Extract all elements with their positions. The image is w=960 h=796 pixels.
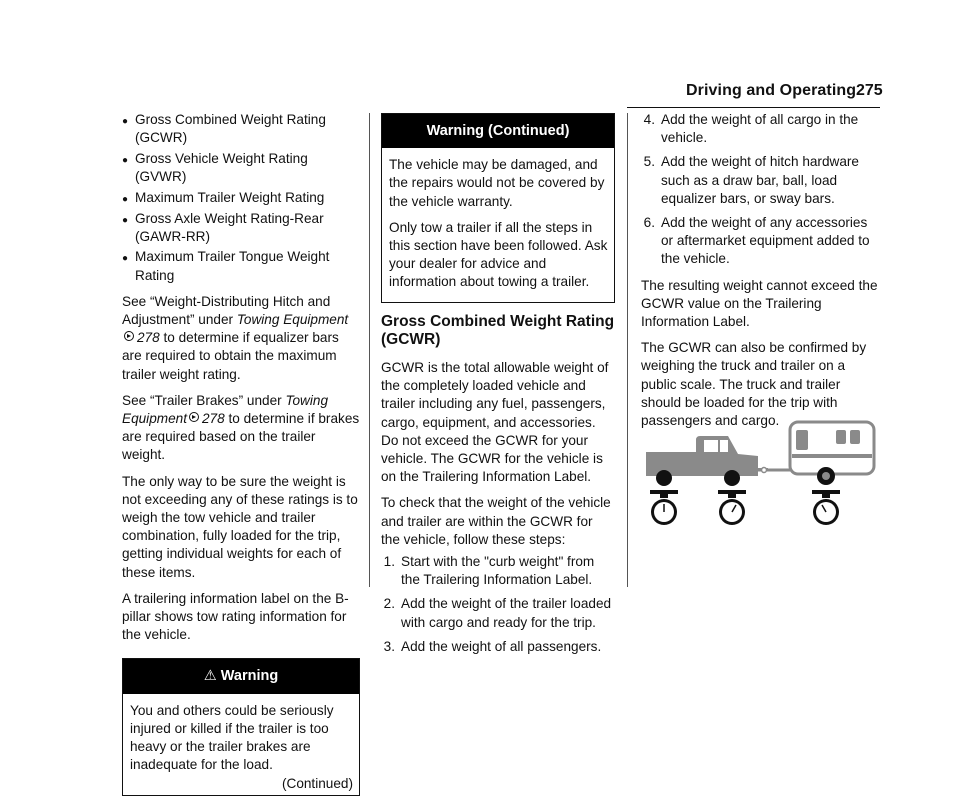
list-item: ● Maximum Trailer Weight Rating <box>122 189 360 207</box>
paragraph-public-scale: The GCWR can also be confirmed by weighing the truck and trailer on a public scale. The truck and trailer should be loaded for the trip with passengers and cargo. <box>641 340 867 429</box>
column-1 <box>122 111 360 796</box>
paragraph-weigh: The only way to be sure the weight is not exceeding any of these ratings is to weigh the tow vehicle and trailer combination, fully loaded for the trip, getting individual weights for each of these items. <box>122 473 358 580</box>
page-reference-icon <box>124 331 134 341</box>
bullet-icon: ● <box>122 193 129 205</box>
scale-icon <box>650 490 678 525</box>
paragraph-result: The resulting weight cannot exceed the GCWR value on the Trailering Information Label. <box>641 277 878 330</box>
warning-box-continued <box>381 113 615 303</box>
list-item: ● Gross Vehicle Weight Rating (GVWR) <box>122 150 308 185</box>
warning-text: The vehicle may be damaged, and the repairs would not be covered by the vehicle warranty. <box>389 157 605 209</box>
list-item: 3. Add the weight of all passengers. <box>383 638 602 654</box>
warning-icon: ⚠ <box>203 668 221 685</box>
continued-label: (Continued) <box>281 775 353 791</box>
hitch-icon <box>758 468 790 473</box>
trailer-icon <box>790 422 874 485</box>
truck-trailer-scales-illustration <box>640 418 880 534</box>
warning-header: ⚠ Warning <box>123 659 359 693</box>
warning-header: Warning (Continued) <box>382 114 614 148</box>
list-item: ● Gross Combined Weight Rating (GCWR) <box>122 112 326 146</box>
page-number: 275 <box>856 82 883 99</box>
list-item: ● Maximum Trailer Tongue Weight Rating <box>122 249 330 283</box>
list-item: 5. Add the weight of hitch hardware such as a draw bar, ball, load equalizer bars, or sway bars. <box>643 154 859 206</box>
list-item: 4. Add the weight of all cargo in the vehicle. <box>643 112 859 146</box>
list-item: 1. Start with the "curb weight" from the Trailering Information Label. <box>383 554 595 588</box>
truck-icon <box>646 436 768 486</box>
page-section-title: Driving and Operating <box>686 82 857 99</box>
scale-icon <box>718 490 746 525</box>
list-item: 6. Add the weight of any accessories or aftermarket equipment added to the vehicle. <box>643 215 870 267</box>
towing-equipment-link[interactable]: Towing Equipment <box>236 312 349 328</box>
paragraph-gcwr: GCWR is the total allowable weight of the completely loaded vehicle and trailer including any fuel, passengers, cargo, equipment, and accessories. Do not exceed the GCWR for your vehicle. The GCWR for the vehicle is on the Trailering Information Label. <box>381 360 609 485</box>
warning-text: Only tow a trailer if all the steps in this section have been followed. Ask your dealer for advice and information about towing a trailer. <box>389 219 608 290</box>
page-reference-icon <box>189 412 199 422</box>
column-2 <box>381 111 615 664</box>
bullet-icon: ● <box>122 154 129 166</box>
column-3 <box>641 111 879 438</box>
scale-icon <box>812 490 840 525</box>
bullet-icon: ● <box>122 116 129 127</box>
header-rule <box>627 107 880 108</box>
paragraph-weight-distributing: See “Weight-Distributing Hitch and Adjustment” under Towing Equipment278 to determine if equalizer bars are required to obtain the maximum trailer weight rating. <box>122 293 349 382</box>
column-divider-2 <box>627 113 628 587</box>
list-item: 2. Add the weight of the trailer loaded with cargo and ready for the trip. <box>383 596 612 630</box>
towing-equipment-link[interactable]: Towing Equipment <box>122 392 329 427</box>
bullet-icon: ● <box>122 253 129 265</box>
page-reference[interactable]: 278 <box>202 411 225 427</box>
column-divider-1 <box>369 113 370 587</box>
steps-list <box>381 553 615 656</box>
section-heading: Gross Combined Weight Rating (GCWR) <box>381 312 615 348</box>
ratings-list <box>122 111 360 285</box>
list-item: ● Gross Axle Weight Rating-Rear (GAWR-RR) <box>122 210 324 244</box>
warning-box <box>122 658 360 795</box>
warning-text: You and others could be seriously injured or killed if the trailer is too heavy or the trailer brakes are inadequate for the load. <box>130 702 334 773</box>
steps-list-continued <box>641 111 879 269</box>
page-reference[interactable]: 278 <box>137 330 160 346</box>
paragraph-trailer-brakes: See “Trailer Brakes” under Towing Equipment 278 to determine if brakes are required based on the trailer weight. <box>122 392 360 463</box>
bullet-icon: ● <box>122 214 129 226</box>
paragraph-label: A trailering information label on the B-pillar shows tow rating information for the vehicle. <box>122 590 349 643</box>
paragraph-steps-intro: To check that the weight of the vehicle and trailer are within the GCWR for the vehicle, follow these steps: <box>381 495 611 547</box>
